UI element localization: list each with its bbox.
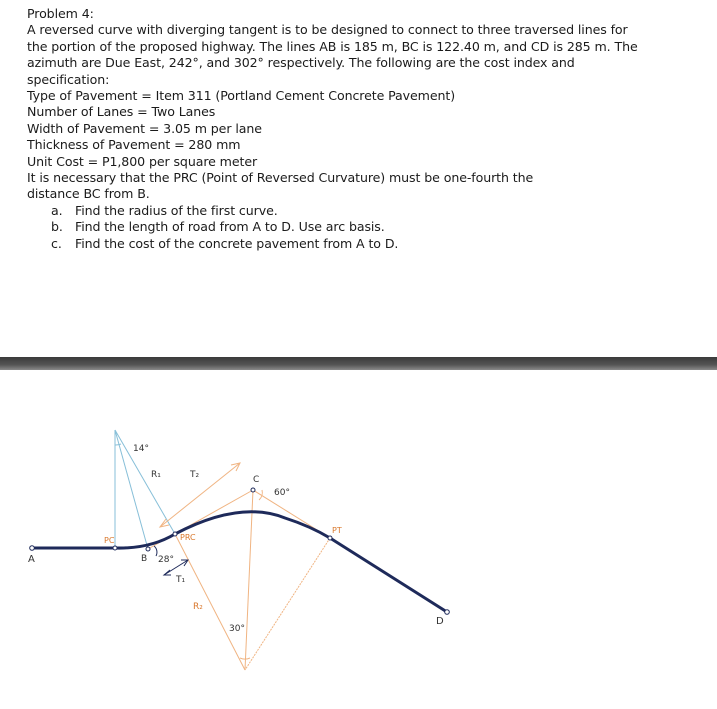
angle-arc-bottom (240, 658, 250, 659)
spec-thickness: Thickness of Pavement = 280 mm (27, 137, 241, 153)
label-prc: PRC (180, 533, 196, 542)
label-r1: R₁ (151, 470, 161, 480)
question-a (27, 203, 697, 219)
question-text: Find the cost of the concrete pavement from A to D. (75, 235, 399, 251)
radius-line-r2-pt (245, 538, 330, 670)
t1-arrowhead-end (181, 560, 188, 566)
label-t2: T₂ (190, 470, 200, 480)
question-marker: c. (51, 235, 62, 251)
label-d: D (436, 616, 444, 627)
question-list (27, 203, 697, 252)
label-a: A (28, 554, 35, 565)
label-angle-top: 14° (133, 444, 149, 454)
spec-lanes: Number of Lanes = Two Lanes (27, 104, 216, 120)
radius-line-r2-prc (175, 534, 245, 670)
label-angle-b: 28° (158, 555, 174, 565)
point-pc-marker (113, 546, 117, 550)
condition-line-2: distance BC from B. (27, 186, 150, 202)
radius-line-r2-c (245, 490, 253, 670)
statement-line-4: specification: (27, 71, 110, 87)
point-c-marker (251, 488, 255, 492)
label-t1: T₁ (176, 575, 186, 585)
label-angle-c: 60° (274, 488, 290, 498)
spec-pavement-type: Type of Pavement = Item 311 (Portland Cement Concrete Pavement) (27, 88, 456, 104)
road-alignment (32, 512, 447, 612)
label-r2: R₂ (193, 602, 203, 612)
reversed-curve-diagram (0, 370, 717, 709)
label-pt: PT (332, 526, 342, 535)
label-pc: PC (104, 536, 115, 545)
problem-text (27, 6, 697, 252)
question-b (27, 219, 697, 235)
label-b: B (141, 554, 148, 564)
statement-line-1: A reversed curve with diverging tangent is to be designed to connect to three traversed lines for (27, 22, 628, 38)
statement-line-2: the portion of the proposed highway. The lines AB is 185 m, BC is 122.40 m, and CD is 285 m. The (27, 38, 638, 54)
spec-width: Width of Pavement = 3.05 m per lane (27, 120, 262, 136)
question-text: Find the radius of the first curve. (75, 202, 278, 218)
section-divider (0, 357, 717, 370)
point-b-marker (146, 547, 150, 551)
spec-unit-cost: Unit Cost = P1,800 per square meter (27, 153, 258, 169)
question-marker: b. (51, 219, 63, 235)
statement-line-3: azimuth are Due East, 242°, and 302° respectively. The following are the cost index and (27, 55, 575, 71)
t2-dimension-arrow (160, 463, 240, 527)
point-pt-marker (328, 536, 332, 540)
question-c (27, 236, 697, 252)
question-marker: a. (51, 202, 63, 218)
label-c: C (253, 475, 260, 485)
point-prc-marker (173, 532, 177, 536)
label-angle-bottom: 30° (229, 624, 245, 634)
angle-arc-top (115, 444, 121, 445)
point-d-marker (445, 610, 450, 615)
angle-arc-b (154, 546, 157, 556)
question-text: Find the length of road from A to D. Use arc basis. (75, 219, 385, 235)
condition-line-1: It is necessary that the PRC (Point of Reversed Curvature) must be one-fourth the (27, 170, 534, 186)
point-a-marker (30, 546, 35, 551)
problem-title: Problem 4: (27, 6, 94, 21)
